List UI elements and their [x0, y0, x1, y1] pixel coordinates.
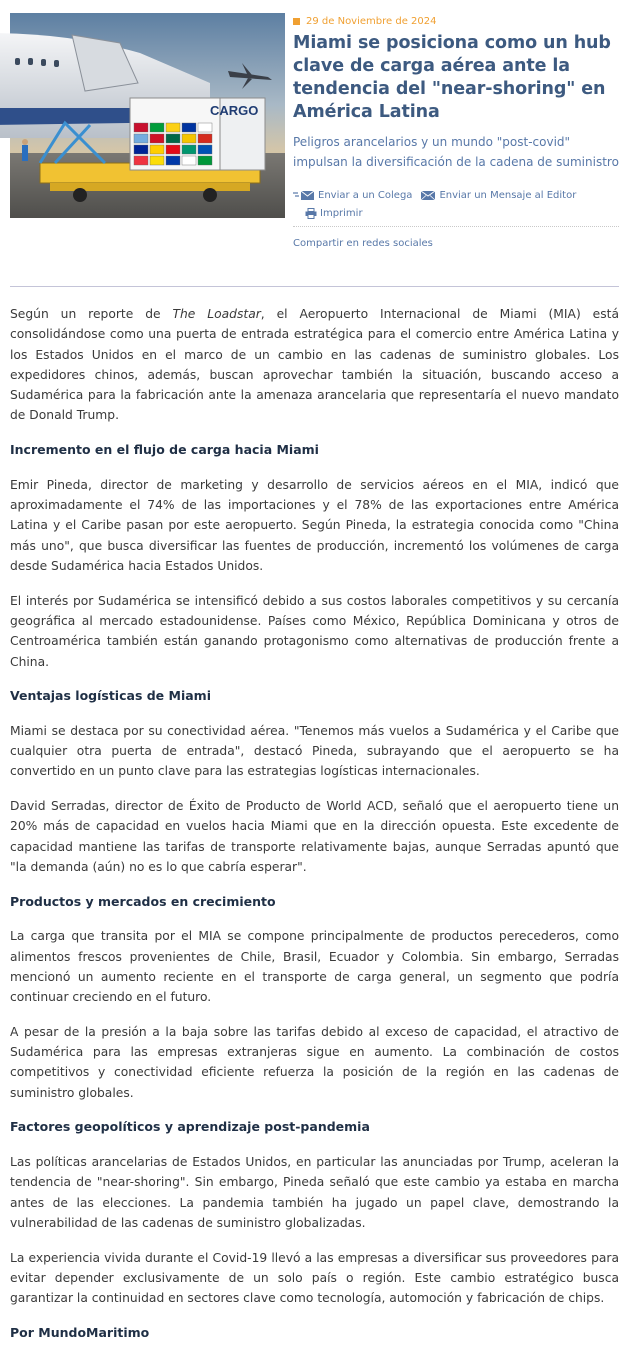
- paragraph-1-start: Según un reporte de: [10, 307, 173, 321]
- section-heading-1: Incremento en el flujo de carga hacia Miami: [10, 442, 319, 458]
- send-to-colleague-label: Enviar a un Colega: [318, 189, 413, 201]
- send-to-colleague-link[interactable]: [293, 190, 412, 201]
- paragraph-6: La carga que transita por el MIA se compone principalmente de productos perecederos, como alimentos frescos provenientes de Chile, Brasil, Ecuador y Colombia. Sin embargo, Serradas mencionó un aumento reciente en el transporte de carga general, un segmento que podría continuar creciendo en el futuro.: [10, 929, 619, 1005]
- article-subheadline: Peligros arancelarios y un mundo "post-covid" impulsan la diversificación de la cadena de suministro: [293, 135, 619, 169]
- paragraph-4: Miami se destaca por su conectividad aérea. "Tenemos más vuelos a Sudamérica y el Caribe que cualquier otra puerta de entrada", destacó Pineda, subrayando que el aeropuerto se ha convertido en un punto clave para las estrategias logísticas internacionales.: [10, 723, 619, 779]
- print-label: Imprimir: [320, 207, 363, 219]
- paragraph-1: [10, 304, 619, 426]
- article-actions: [293, 186, 623, 249]
- date-marker-icon: [293, 18, 300, 25]
- send-to-editor-label: Enviar un Mensaje al Editor: [439, 189, 577, 201]
- envelope-icon: [420, 190, 436, 201]
- article-date: 29 de Noviembre de 2024: [306, 15, 437, 27]
- byline: Por MundoMaritimo: [10, 1324, 150, 1340]
- article-headline: Miami se posiciona como un hub clave de carga aérea ante la tendencia del "near-shoring" en América Latina: [293, 33, 611, 122]
- paragraph-2: Emir Pineda, director de marketing y desarrollo de servicios aéreos en el MIA, indicó que aproximadamente el 74% de las importaciones y el 78% de las exportaciones entre América Latina y el Caribe pasan por este aeropuerto. Según Pineda, la estrategia conocida como "China más uno", que busca diversificar las fuentes de producción, incrementó los volúmenes de carga desde Sudamérica hacia Estados Unidos.: [10, 477, 619, 573]
- envelope-arrow-icon: [293, 190, 315, 201]
- section-heading-4: Factores geopolíticos y aprendizaje post-pandemia: [10, 1119, 370, 1135]
- print-link[interactable]: [305, 208, 363, 219]
- cargo-label: CARGO: [210, 103, 259, 118]
- article-image: [10, 13, 285, 218]
- paragraph-8: Las políticas arancelarias de Estados Unidos, en particular las anunciadas por Trump, aceleran la tendencia de "near-shoring". Sin embargo, Pineda señaló que este cambio ya estaba en marcha antes de las elecciones. La pandemia también ha jugado un papel clave, demostrando la vulnerabilidad de las cadenas de suministro globalizadas.: [10, 1155, 619, 1230]
- section-heading-2: Ventajas logísticas de Miami: [10, 688, 211, 704]
- actions-divider: [293, 226, 619, 227]
- paragraph-3: El interés por Sudamérica se intensificó debido a sus costos laborales competitivos y su cercanía geográfica al mercado estadounidense. Países como México, República Dominicana y otros de Centroamérica también están ganando protagonismo como alternativas de producción frente a China.: [10, 593, 619, 669]
- header-divider: [10, 286, 619, 287]
- printer-icon: [305, 208, 317, 219]
- send-to-editor-link[interactable]: [420, 190, 576, 201]
- article-body: [10, 304, 619, 1357]
- paragraph-7: A pesar de la presión a la baja sobre las tarifas debido al exceso de capacidad, el atractivo de Sudamérica para las empresas extranjeras sigue en aumento. La combinación de costos competitivos y conectividad eficiente refuerza la posición de la región en las cadenas de suministro globales.: [10, 1024, 619, 1100]
- article-meta: [293, 14, 623, 249]
- section-heading-3: Productos y mercados en crecimiento: [10, 893, 276, 909]
- paragraph-9: La experiencia vivida durante el Covid-19 llevó a las empresas a diversificar sus proveedores para evitar depender exclusivamente de un solo país o región. Este cambio estratégico busca garantizar la continuidad en sectores clave como tecnología, automoción y fabricación de chips.: [10, 1250, 619, 1306]
- share-social-link[interactable]: Compartir en redes sociales: [293, 238, 433, 249]
- date-row: [293, 14, 623, 28]
- paragraph-1-end: , el Aeropuerto Internacional de Miami (MIA) está consolidándose como una puerta de entrada estratégica para el comercio entre América Latina y los Estados Unidos en el marco de un cambio en las cadenas de suministro globales. Los expedidores chinos, además, buscan aprovechar también la situación, buscando acceso a Sudamérica para la fabricación ante la amenaza arancelaria que representaría el nuevo mandato de Donald Trump.: [10, 307, 619, 423]
- paragraph-5: David Serradas, director de Éxito de Producto de World ACD, señaló que el aeropuerto tiene un 20% más de capacidad en vuelos hacia Miami que en la dirección opuesta. Este excedente de capacidad mantiene las tarifas de transporte relativamente bajas, aunque Serradas apuntó que "la demanda (aún) no es lo que cabría esperar".: [10, 799, 619, 874]
- source-name: The Loadstar: [172, 307, 261, 321]
